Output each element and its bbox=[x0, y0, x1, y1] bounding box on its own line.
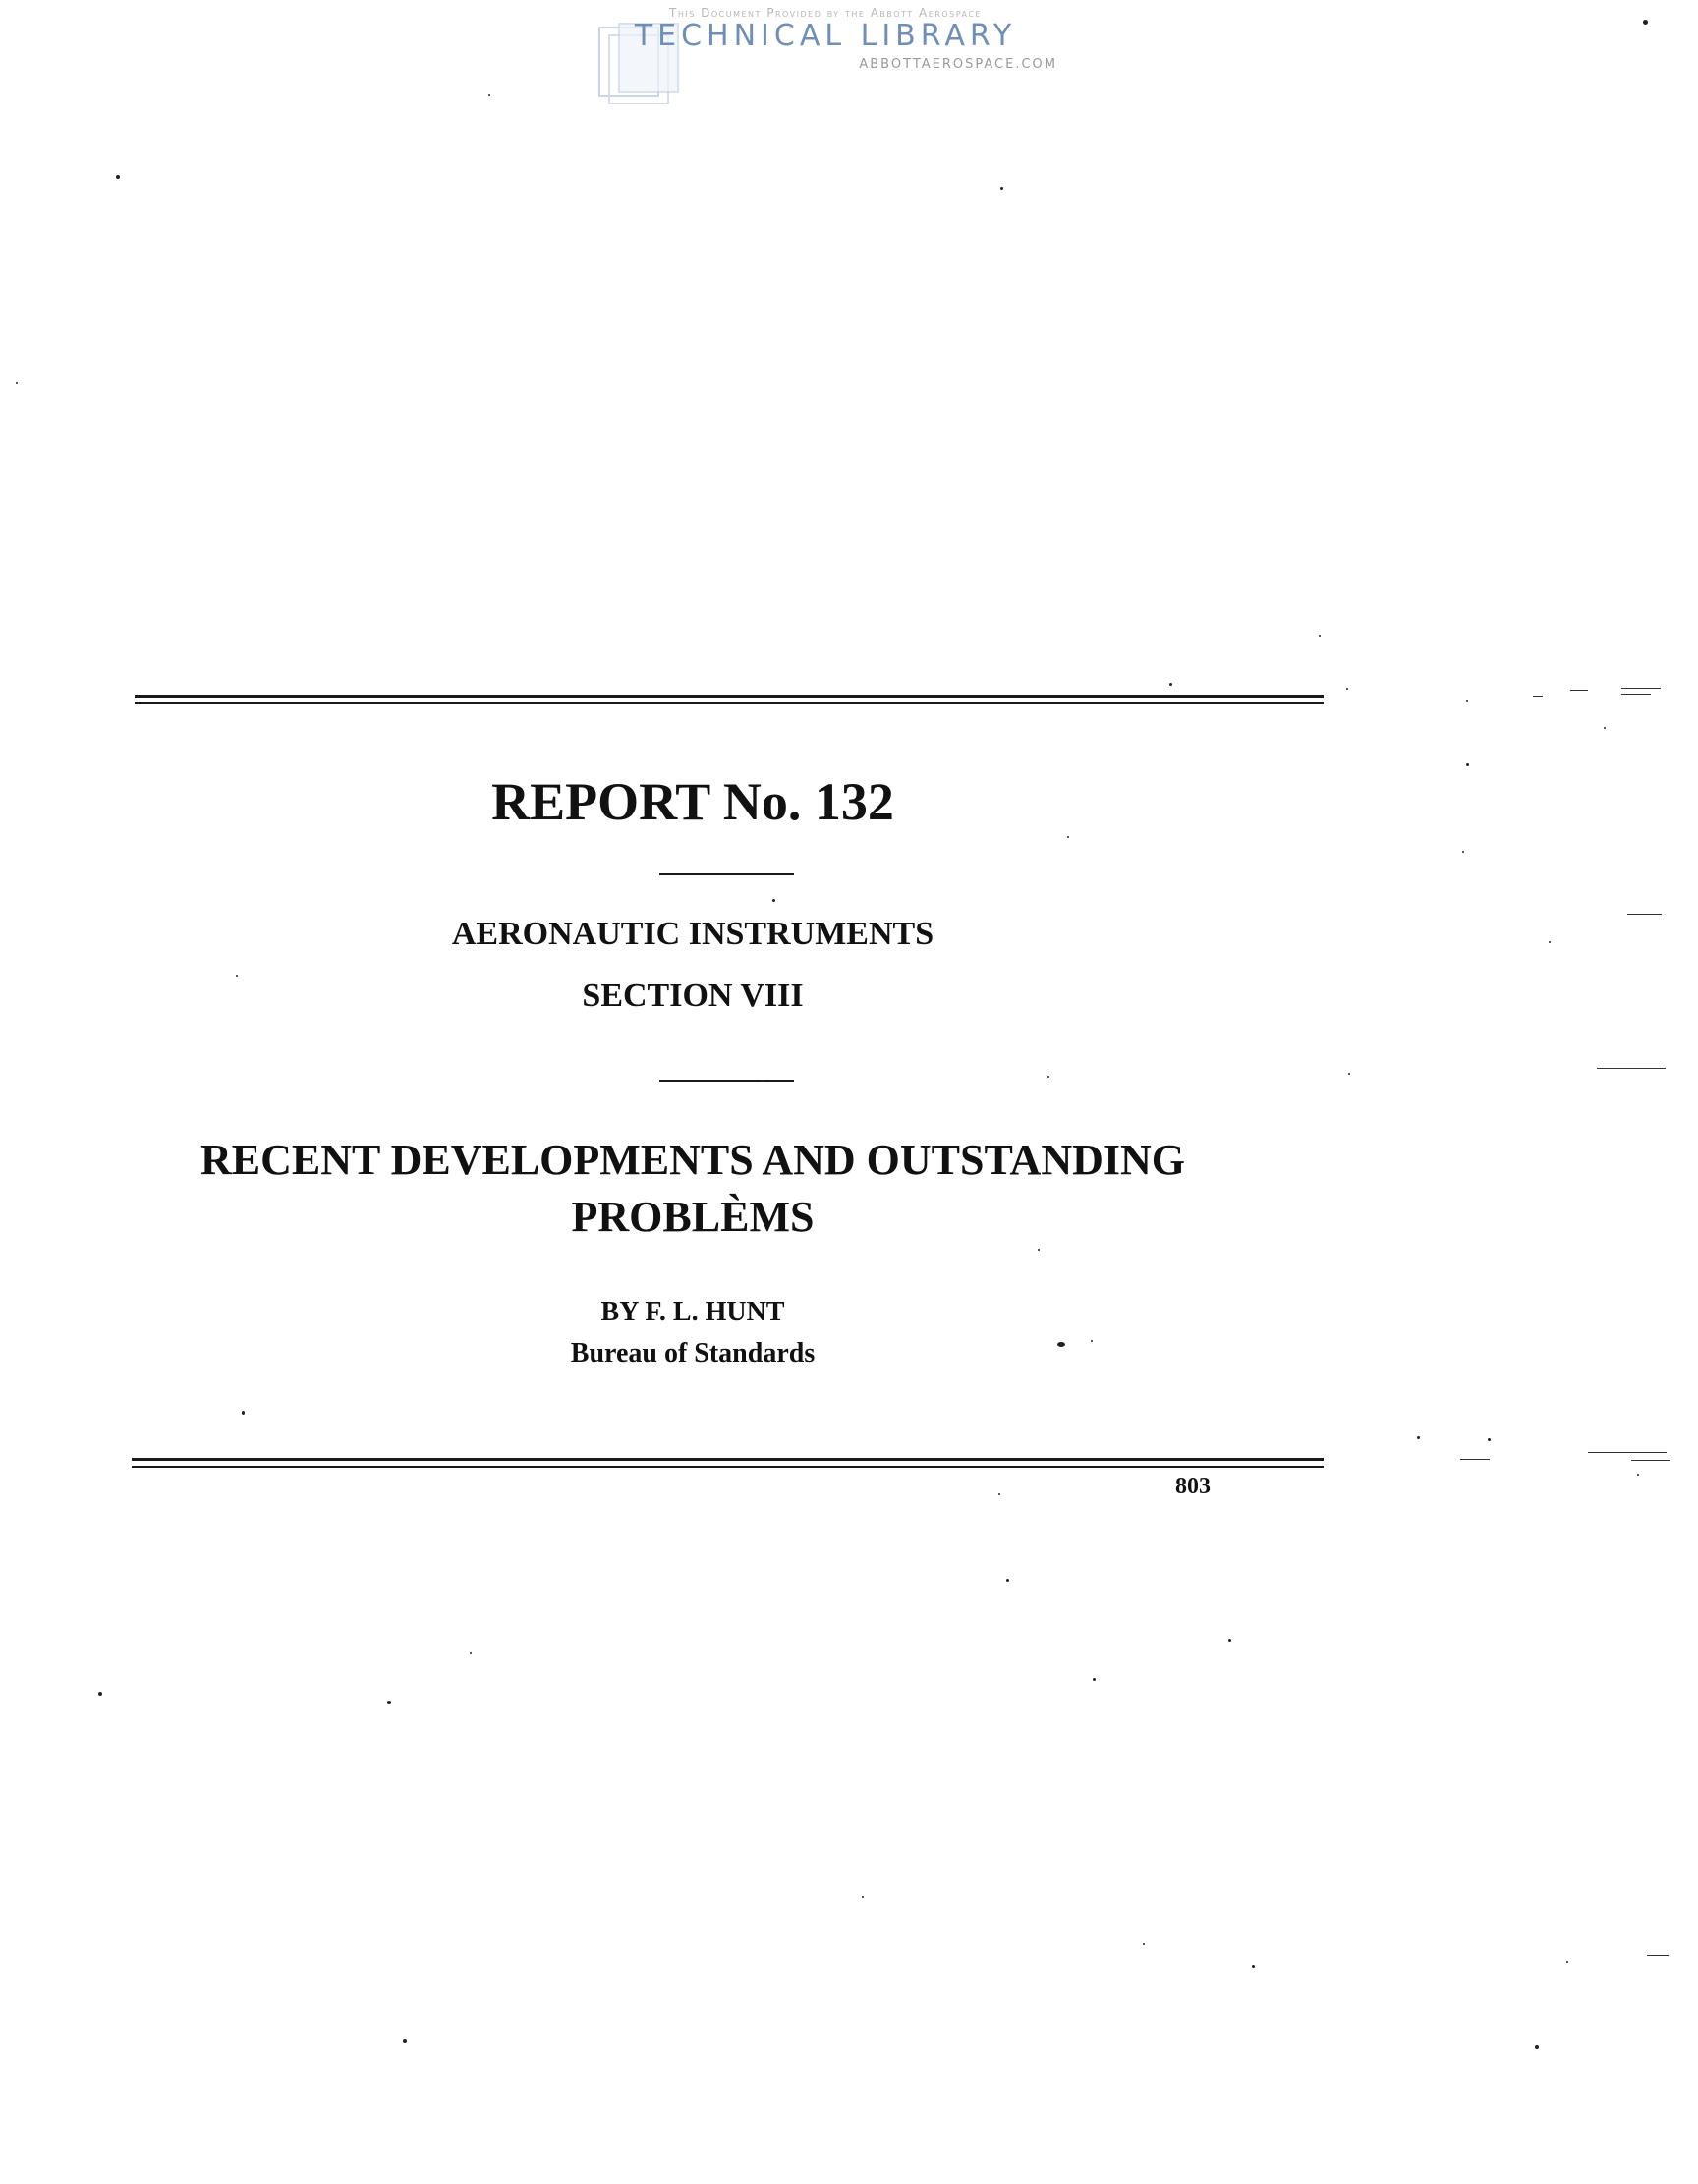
series-title: AERONAUTIC INSTRUMENTS bbox=[451, 916, 934, 952]
top-double-rule bbox=[135, 695, 1324, 704]
divider-rule bbox=[659, 873, 794, 875]
author-byline: BY F. L. HUNT bbox=[600, 1297, 785, 1327]
report-title: RECENT DEVELOPMENTS AND OUTSTANDING PROBLÈMS bbox=[200, 1136, 1185, 1241]
watermark-library-text: TECHNICAL LIBRARY bbox=[634, 19, 1017, 53]
watermark bbox=[590, 6, 1061, 75]
page-number: 803 bbox=[1175, 1474, 1211, 1499]
author-affiliation: Bureau of Standards bbox=[570, 1338, 816, 1369]
divider-rule bbox=[659, 1080, 794, 1082]
watermark-url-text: ABBOTTAEROSPACE.COM bbox=[859, 57, 1057, 72]
report-number: REPORT No. 132 bbox=[491, 772, 894, 831]
watermark-provider-text: This Document Provided by the Abbott Aerospace bbox=[669, 6, 982, 20]
section-title: SECTION VIII bbox=[582, 978, 804, 1014]
bottom-double-rule bbox=[132, 1458, 1324, 1468]
